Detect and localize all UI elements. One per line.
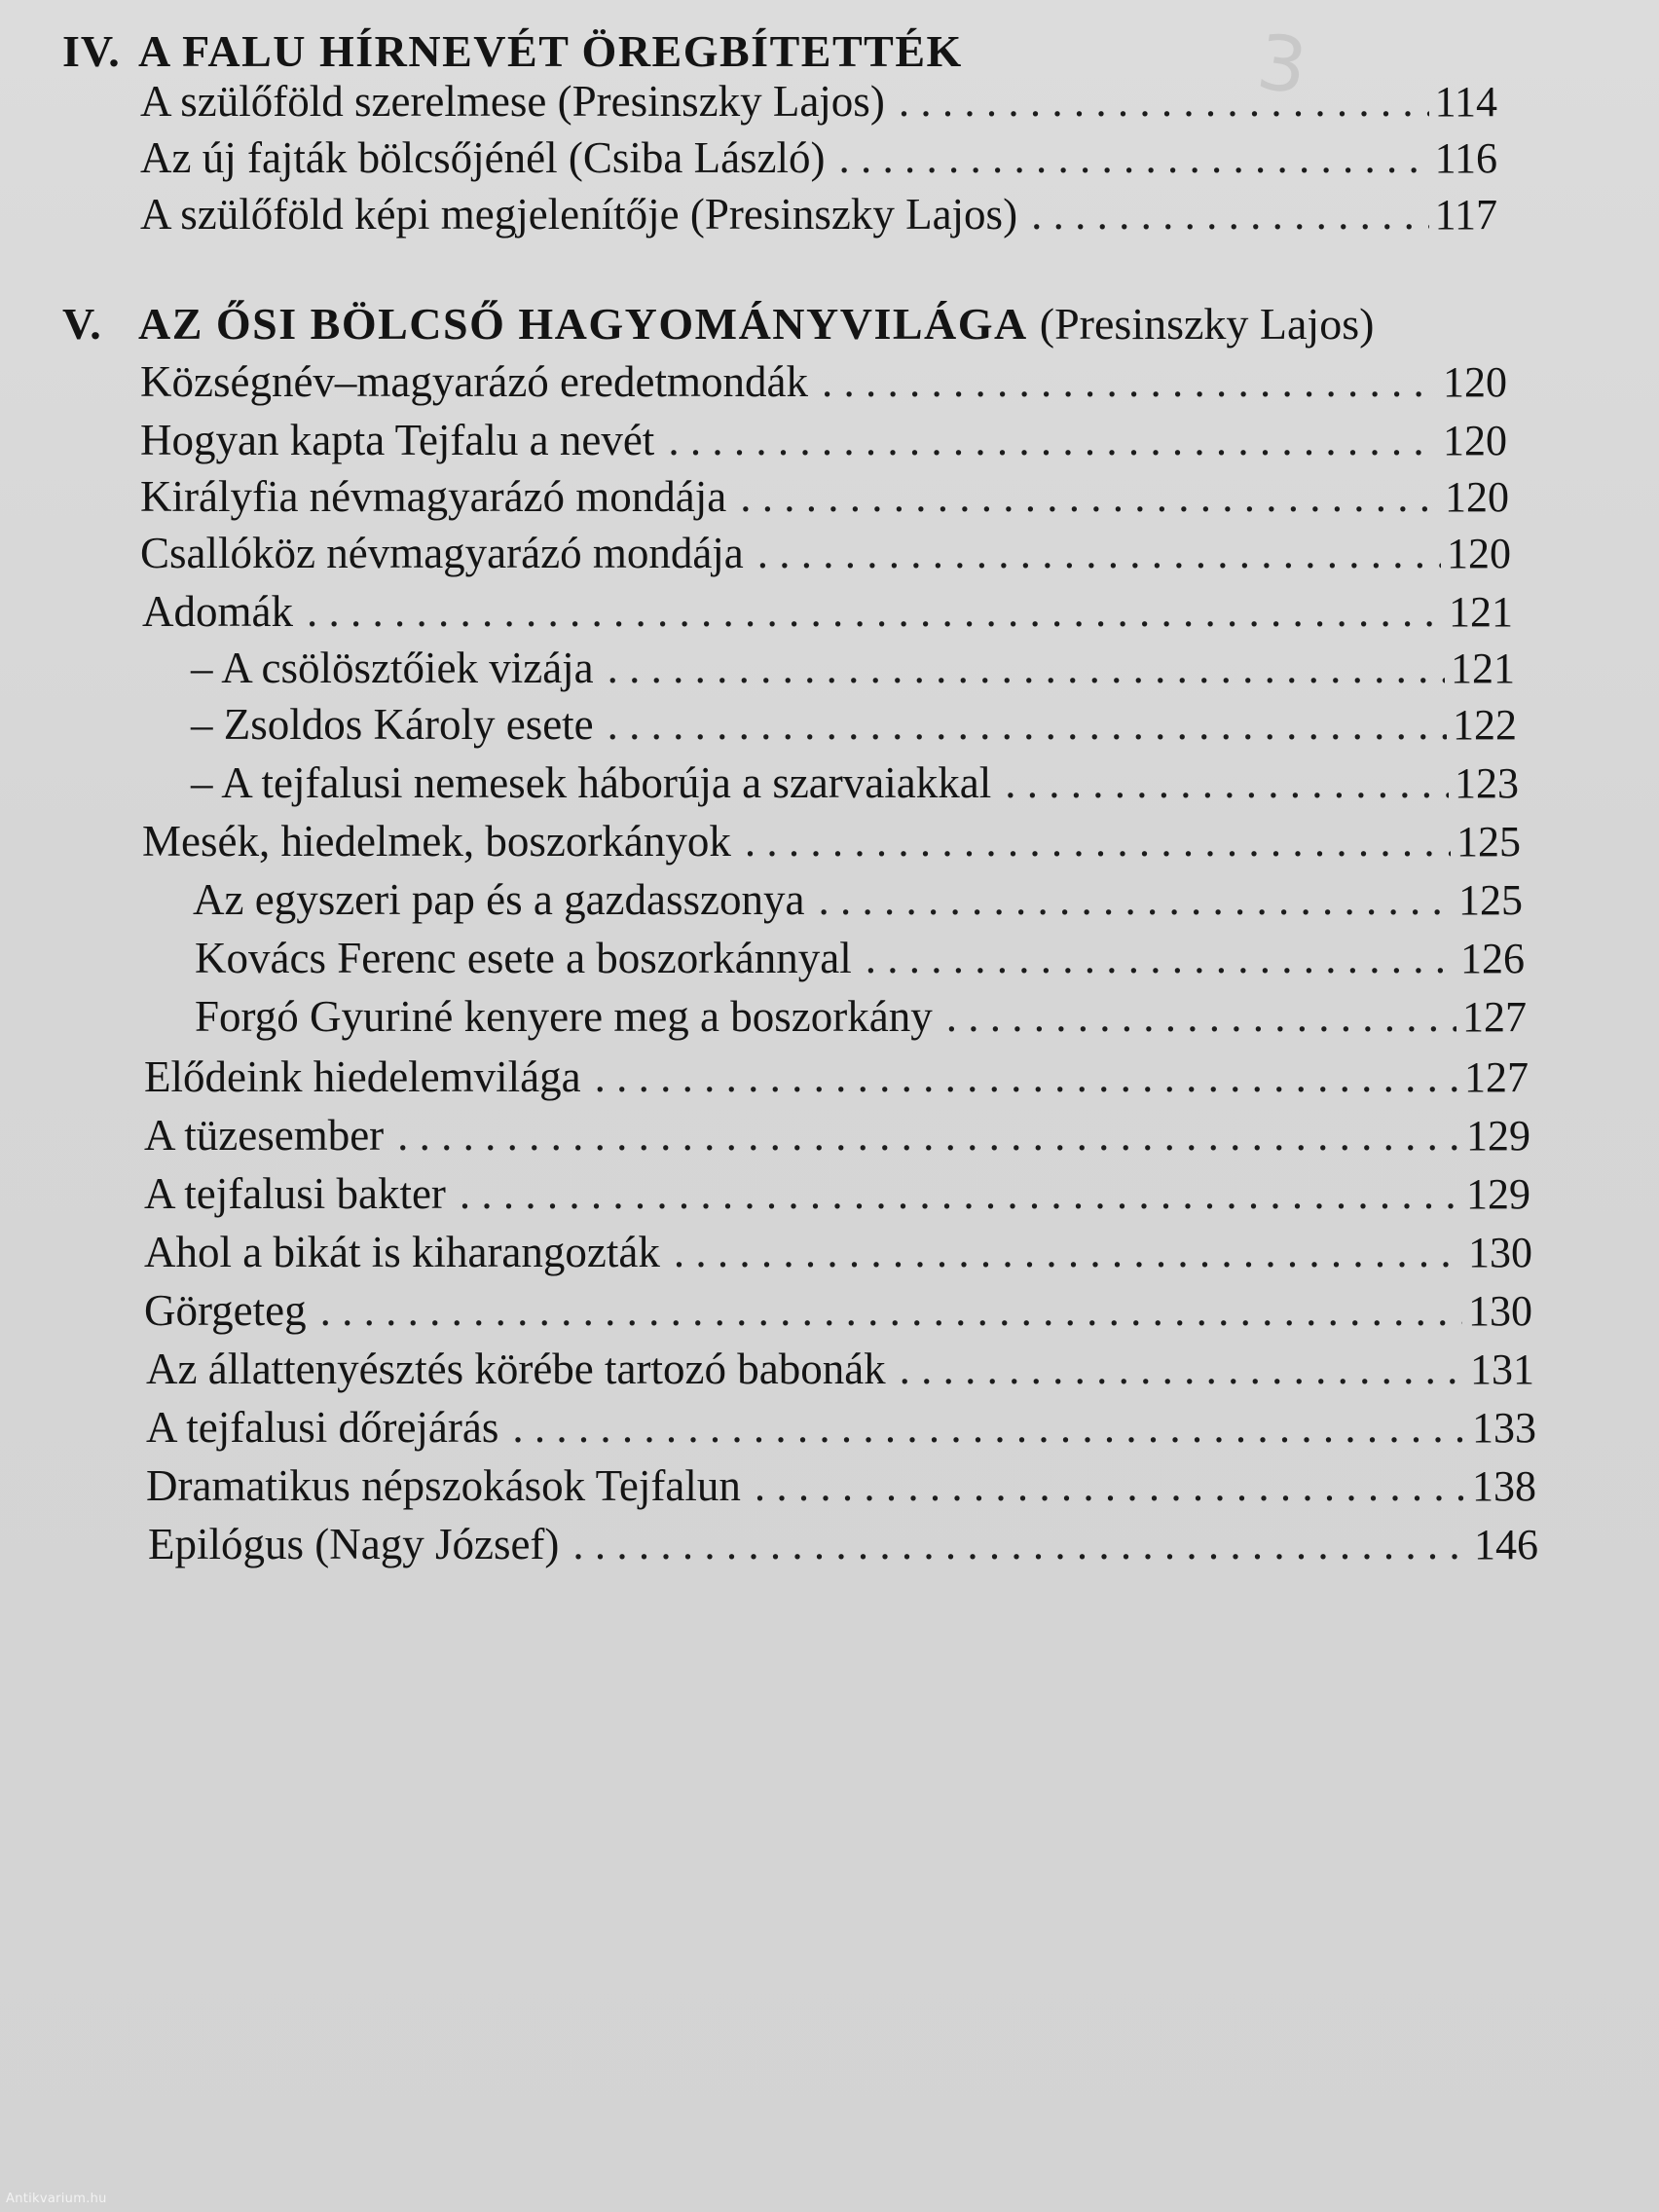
dot-leader [608, 646, 1445, 690]
entry-title: Ahol a bikát is kiharangozták [144, 1228, 660, 1276]
dot-leader [866, 937, 1455, 980]
entry-page-number: 120 [1445, 473, 1509, 521]
toc-entry [144, 1169, 1530, 1218]
entry-title: Csallóköz névmagyarázó mondája [140, 529, 744, 577]
entry-page-number: 131 [1470, 1346, 1534, 1393]
toc-entry [191, 700, 1517, 749]
entry-title: Kovács Ferenc esete a boszorkánnyal [195, 934, 852, 982]
toc-entry [144, 1228, 1532, 1276]
entry-page-number: 130 [1468, 1287, 1532, 1335]
entry-page-number: 114 [1434, 78, 1497, 126]
entry-title: A tüzesember [144, 1111, 385, 1160]
dot-leader [512, 1406, 1466, 1450]
entry-page-number: 138 [1472, 1462, 1536, 1510]
toc-entry [148, 1520, 1538, 1568]
entry-title: Forgó Gyuriné kenyere meg a boszorkány [195, 992, 933, 1041]
section-numeral: V. [62, 299, 102, 349]
entry-page-number: 121 [1451, 645, 1515, 692]
entry-title: – A csölösztőiek vizája [191, 644, 594, 692]
pencil-page-mark: 3 [1251, 18, 1312, 113]
entry-page-number: 129 [1466, 1112, 1530, 1160]
section-title: AZ ŐSI BÖLCSŐ HAGYOMÁNYVILÁGA [138, 299, 1028, 349]
entry-title: Adomák [142, 587, 293, 636]
section-heading-v [62, 299, 1375, 349]
toc-entry [144, 1111, 1530, 1160]
dot-leader [745, 820, 1451, 864]
dot-leader [900, 1347, 1464, 1391]
dot-leader [460, 1172, 1460, 1216]
entry-title: – A tejfalusi nemesek háborúja a szarvaiakkal [191, 758, 992, 807]
entry-title: Epilógus (Nagy József) [148, 1520, 560, 1568]
toc-entry [142, 817, 1521, 866]
toc-entry [144, 1286, 1532, 1335]
entry-page-number: 125 [1456, 818, 1521, 866]
entry-title: Görgeteg [144, 1286, 307, 1335]
entry-page-number: 120 [1443, 417, 1507, 464]
entry-title: Községnév–magyarázó eredetmondák [140, 357, 808, 406]
entry-page-number: 123 [1455, 759, 1519, 807]
dot-leader [668, 419, 1437, 462]
dot-leader [320, 1289, 1462, 1333]
entry-title: A tejfalusi dőrejárás [146, 1403, 499, 1452]
toc-entry [191, 758, 1519, 807]
entry-page-number: 127 [1464, 1053, 1529, 1101]
toc-entry [191, 646, 1515, 690]
entry-page-number: 126 [1460, 935, 1525, 982]
dot-leader [839, 136, 1429, 180]
entry-title: Elődeink hiedelemvilága [144, 1052, 581, 1101]
entry-page-number: 122 [1453, 701, 1517, 749]
toc-entry [142, 587, 1513, 636]
toc-entry [193, 875, 1523, 924]
toc-entry [140, 190, 1497, 239]
entry-title: Az új fajták bölcsőjénél (Csiba László) [140, 133, 826, 182]
dot-leader [307, 590, 1443, 634]
dot-leader [595, 1055, 1458, 1099]
dot-leader [674, 1231, 1462, 1274]
entry-title: Dramatikus népszokások Tejfalun [146, 1461, 741, 1510]
entry-title: Mesék, hiedelmek, boszorkányok [142, 817, 731, 866]
dot-leader [757, 532, 1441, 575]
dot-leader [822, 360, 1437, 404]
entry-page-number: 127 [1462, 993, 1527, 1041]
toc-entry [195, 934, 1525, 982]
dot-leader [755, 1464, 1466, 1508]
dot-leader [740, 475, 1439, 519]
toc-entry [195, 992, 1527, 1041]
entry-page-number: 130 [1468, 1229, 1532, 1276]
toc-entry [144, 1052, 1529, 1101]
dot-leader [572, 1523, 1468, 1567]
entry-title: Királyfia névmagyarázó mondája [140, 472, 727, 521]
entry-page-number: 129 [1466, 1170, 1530, 1218]
entry-page-number: 117 [1434, 191, 1497, 239]
dot-leader [899, 80, 1429, 124]
toc-entry [140, 357, 1507, 406]
entry-page-number: 133 [1472, 1404, 1536, 1452]
dot-leader [608, 703, 1447, 747]
toc-entry [140, 529, 1511, 577]
toc-entry [146, 1461, 1536, 1510]
entry-title: – Zsoldos Károly esete [191, 700, 594, 749]
entry-title: Az egyszeri pap és a gazdasszonya [193, 875, 805, 924]
section-numeral: IV. [62, 26, 121, 76]
dot-leader [1005, 761, 1449, 805]
entry-page-number: 116 [1434, 134, 1497, 182]
entry-page-number: 120 [1443, 358, 1507, 406]
toc-entry [140, 472, 1509, 521]
dot-leader [946, 995, 1456, 1039]
entry-title: A szülőföld szerelmese (Presinszky Lajos) [140, 77, 885, 126]
dot-leader [818, 878, 1453, 922]
dot-leader [1031, 193, 1429, 237]
toc-entry [140, 77, 1497, 126]
entry-page-number: 146 [1474, 1521, 1538, 1568]
entry-title: A szülőföld képi megjelenítője (Presinszky Lajos) [140, 190, 1018, 239]
entry-title: Hogyan kapta Tejfalu a nevét [140, 416, 655, 464]
entry-page-number: 121 [1449, 588, 1513, 636]
watermark: Antikvarium.hu [6, 2192, 107, 2206]
toc-entry [146, 1347, 1534, 1391]
entry-title: Az állattenyésztés körébe tartozó babonák [146, 1345, 886, 1393]
section-heading-iv [62, 26, 963, 76]
entry-page-number: 125 [1458, 876, 1523, 924]
entry-page-number: 120 [1447, 530, 1511, 577]
dot-leader [397, 1114, 1460, 1158]
entry-title: A tejfalusi bakter [144, 1169, 446, 1218]
toc-entry [140, 133, 1497, 182]
section-title: A FALU HÍRNEVÉT ÖREGBÍTETTÉK [138, 26, 963, 76]
section-author: (Presinszky Lajos) [1039, 299, 1375, 349]
toc-entry [146, 1403, 1536, 1452]
toc-entry [140, 416, 1507, 464]
